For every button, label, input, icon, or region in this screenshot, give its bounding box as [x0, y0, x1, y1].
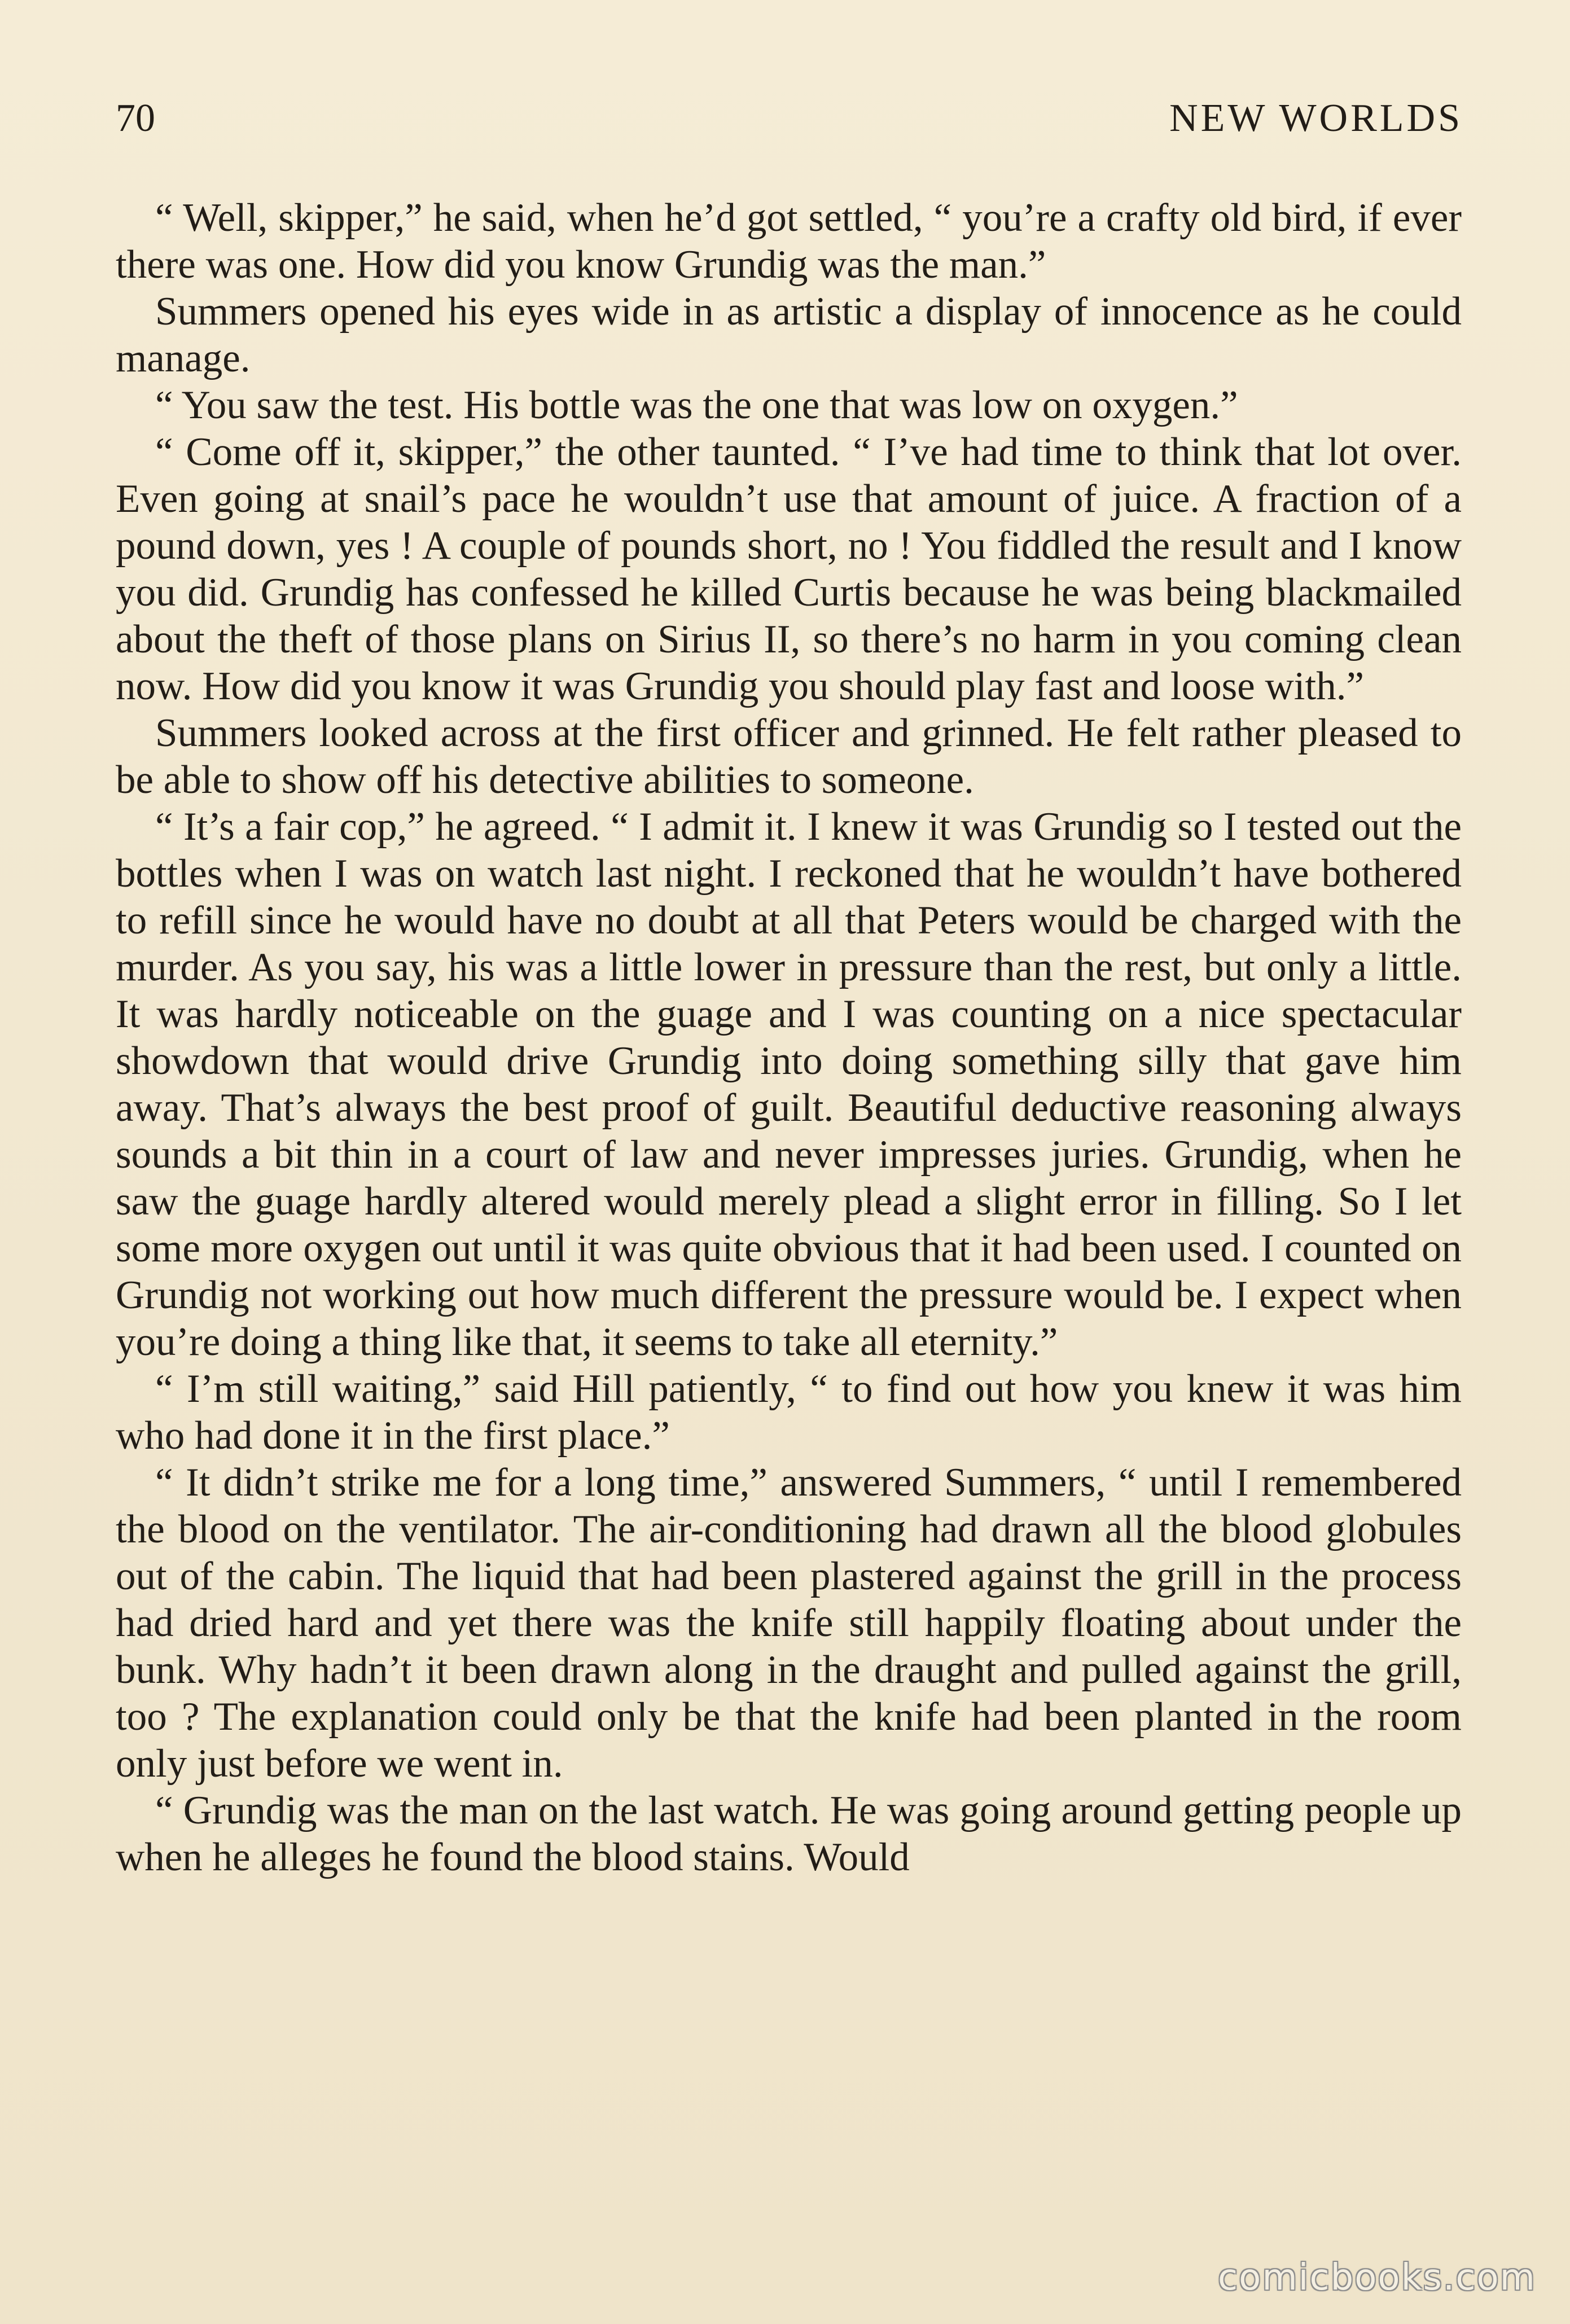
running-title: NEW WORLDS	[1169, 97, 1463, 140]
paragraph: “ It’s a fair cop,” he agreed. “ I admit it. I knew it was Grundig so I tested out the bottles when I was on watch last night. I reckoned that he wouldn’t have bothered to refill since he would have no doubt at all that Peters would be charged with the murder. As you say, his was a little lower in pressure than the rest, but only a little. It was hardly noticeable on the guage and I was counting on a nice spectacular showdown that would drive Grundig into doing something silly that gave him away. That’s always the best proof of guilt. Beautiful deductive reasoning always sounds a bit thin in a court of law and never impresses juries. Grundig, when he saw the guage hardly altered would merely plead a slight error in filling. So I let some more oxygen out until it was quite obvious that it had been used. I counted on Grundig not working out how much different the pressure would be. I expect when you’re doing a thing like that, it seems to take all eternity.”	[116, 805, 1462, 1364]
paragraph: “ I’m still waiting,” said Hill patiently, “ to find out how you knew it was him who had done it in the first place.”	[116, 1367, 1462, 1458]
paragraph: “ You saw the test. His bottle was the one that was low on oxygen.”	[155, 383, 1238, 427]
paragraph: “ Come off it, skipper,” the other taunted. “ I’ve had time to think that lot over. Even going at snail’s pace he wouldn’t use that amount of juice. A fraction of a pound down, yes ! A couple of pounds short, no ! You fiddled the result and I know you did. Grundig has confessed he killed Curtis because he was being blackmailed about the theft of those plans on Sirius II, so there’s no harm in you coming clean now. How did you know it was Grundig you should play fast and loose with.”	[116, 430, 1462, 708]
page-number: 70	[116, 97, 155, 140]
source-watermark: comicbooks.com	[1217, 2257, 1536, 2299]
paragraph: Summers looked across at the first officer and grinned. He felt rather pleased to be able to show off his detective abilities to someone.	[116, 711, 1462, 802]
page-header	[116, 96, 1463, 158]
paragraph: “ It didn’t strike me for a long time,” answered Summers, “ until I remembered the blood on the ventilator. The air-conditioning had drawn all the blood globules out of the cabin. The liquid that had been plastered against the grill in the process had dried hard and yet there was the knife still happily floating about under the bunk. Why hadn’t it been drawn along in the draught and pulled against the grill, too ? The explanation could only be that the knife had been planted in the room only just before we went in.	[116, 1461, 1462, 1786]
paragraph: “ Grundig was the man on the last watch. He was going around getting people up when he alleges he found the blood stains. Would	[116, 1788, 1462, 1879]
paragraph: Summers opened his eyes wide in as artistic a display of innocence as he could manage.	[116, 290, 1462, 380]
paragraph: “ Well, skipper,” he said, when he’d got settled, “ you’re a crafty old bird, if ever there was one. How did you know Grundig was the man.”	[116, 196, 1462, 287]
story-text	[116, 195, 1462, 1881]
